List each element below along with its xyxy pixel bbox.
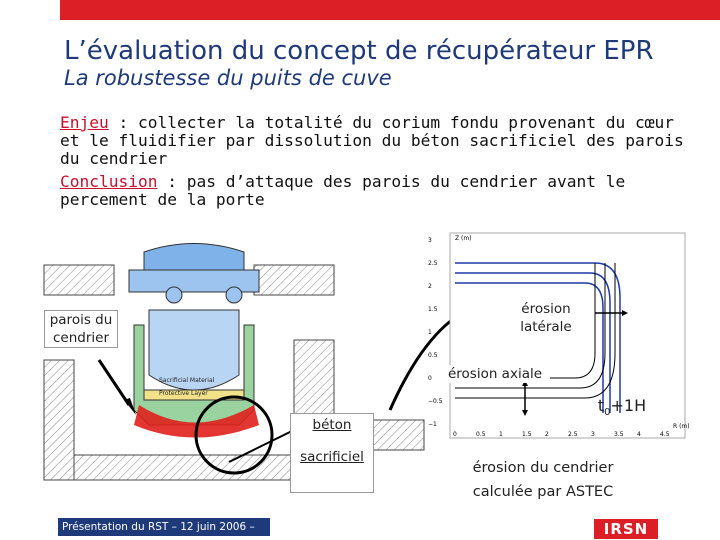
y-tick-label: 3 bbox=[428, 237, 432, 244]
page-title: L’évaluation du concept de récupérateur EPR bbox=[64, 36, 654, 66]
y-tick-label: 2.5 bbox=[428, 260, 438, 267]
bullet-text: : pas d’attaque des parois du cendrier avant le percement de la porte bbox=[60, 172, 626, 209]
x-tick-label: 4 bbox=[637, 431, 641, 438]
x-tick-label: 1 bbox=[499, 431, 503, 438]
bullet-list bbox=[60, 114, 700, 214]
bullet-keyword: Conclusion bbox=[60, 172, 158, 191]
label-line: béton bbox=[312, 417, 352, 433]
bullet-conclusion bbox=[60, 173, 700, 209]
x-tick-label: 3 bbox=[591, 431, 595, 438]
x-tick-label: 2 bbox=[545, 431, 549, 438]
irsn-logo: IRSN bbox=[594, 519, 658, 539]
y-tick-label: 2 bbox=[428, 283, 432, 290]
y-tick-label: 1 bbox=[428, 329, 432, 336]
label-line: latérale bbox=[520, 319, 572, 335]
bullet-enjeu bbox=[60, 114, 700, 168]
bullet-text: : collecter la totalité du corium fondu provenant du cœur et le fluidifier par dissolution du béton sacrificiel des parois du cendrier bbox=[60, 113, 684, 168]
y-tick-label: −0.5 bbox=[428, 398, 443, 405]
caption-line: érosion du cendrier bbox=[472, 460, 614, 476]
time-subscript: 0 bbox=[604, 407, 611, 419]
x-tick-label: 2.5 bbox=[568, 431, 578, 438]
time-label bbox=[592, 397, 652, 422]
y-tick-label: 0.5 bbox=[428, 352, 438, 359]
erosion-axiale-label: érosion axiale bbox=[440, 365, 550, 383]
x-tick-label: 0 bbox=[453, 431, 457, 438]
sacrificial-material-label: Sacrificial Material bbox=[159, 377, 215, 384]
z-axis-label: Z (m) bbox=[455, 235, 472, 242]
footer-text: Présentation du RST – 12 juin 2006 – bbox=[62, 521, 255, 533]
label-line: parois du bbox=[49, 312, 113, 328]
caption-line: calculée par ASTEC bbox=[472, 484, 614, 500]
y-tick-label: −1 bbox=[428, 421, 437, 428]
x-tick-label: 1.5 bbox=[522, 431, 532, 438]
x-tick-label: 4.5 bbox=[660, 431, 670, 438]
label-line: cendrier bbox=[52, 330, 109, 346]
label-line: érosion bbox=[521, 301, 571, 317]
time-suffix: +1H bbox=[610, 396, 647, 415]
label-line: sacrificiel bbox=[300, 449, 364, 465]
x-tick-label: 0.5 bbox=[476, 431, 486, 438]
x-tick-label: 3.5 bbox=[614, 431, 624, 438]
beton-sacrificiel-label bbox=[290, 413, 374, 493]
astec-caption bbox=[452, 456, 634, 504]
y-tick-label: 0 bbox=[428, 375, 432, 382]
time-t: t bbox=[597, 396, 605, 415]
top-accent-bar bbox=[60, 0, 720, 20]
parois-cendrier-label bbox=[44, 310, 118, 348]
bullet-keyword: Enjeu bbox=[60, 113, 109, 132]
page-subtitle: La robustesse du puits de cuve bbox=[64, 66, 392, 90]
erosion-laterale-label bbox=[510, 300, 582, 336]
protective-layer-label: Protective Layer bbox=[159, 390, 208, 397]
r-axis-label: R (m) bbox=[673, 423, 690, 430]
y-tick-label: 1.5 bbox=[428, 306, 438, 313]
